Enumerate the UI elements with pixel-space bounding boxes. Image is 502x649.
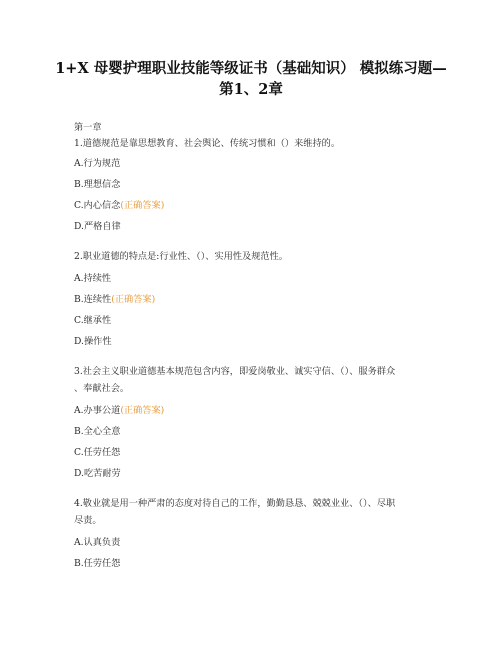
correct-answer-tag: (正确答案) bbox=[120, 405, 165, 416]
document-title-line-1: 1+X 母婴护理职业技能等级证书（基础知识） 模拟练习题— bbox=[55, 60, 447, 77]
question-4-option-a: A.认真负责 bbox=[74, 537, 121, 548]
question-1-option-c bbox=[74, 199, 164, 212]
correct-answer-tag: (正确答案) bbox=[111, 294, 156, 305]
question-1-option-a: A.行为规范 bbox=[74, 158, 121, 169]
document-title-line-2: 第1、2章 bbox=[219, 81, 283, 98]
question-2-option-c: C.继承性 bbox=[74, 315, 112, 326]
question-3-option-a bbox=[74, 404, 164, 417]
question-2-stem: 2.职业道德的特点是:行业性、（）、实用性及规范性。 bbox=[74, 251, 288, 262]
question-3-stem-cont: 、奉献社会。 bbox=[74, 383, 130, 394]
question-2-option-b bbox=[74, 293, 155, 306]
question-3-stem: 3.社会主义职业道德基本规范包含内容，即爱岗敬业、诚实守信、（）、服务群众 bbox=[74, 366, 396, 377]
question-3-option-d: D.吃苦耐劳 bbox=[74, 468, 121, 479]
question-2-option-a: A.持续性 bbox=[74, 273, 112, 284]
correct-answer-tag: (正确答案) bbox=[120, 200, 165, 211]
question-1-stem: 1.道德规范是靠思想教育、社会舆论、传统习惯和（）来维持的。 bbox=[74, 138, 341, 149]
question-2-option-d: D.操作性 bbox=[74, 336, 112, 347]
question-1-option-b: B.理想信念 bbox=[74, 179, 121, 190]
question-1-option-d: D.严格自律 bbox=[74, 221, 121, 232]
chapter-heading: 第一章 bbox=[74, 122, 102, 133]
option-text: C.内心信念 bbox=[74, 200, 121, 211]
question-4-stem: 4.敬业就是用一种严肃的态度对待自己的工作，勤勤恳恳、兢兢业业、（）、尽职 bbox=[74, 498, 396, 509]
question-3-option-c: C.任劳任怨 bbox=[74, 447, 121, 458]
question-3-option-b: B.全心全意 bbox=[74, 426, 121, 437]
option-text: A.办事公道 bbox=[74, 405, 121, 416]
question-4-option-b: B.任劳任怨 bbox=[74, 558, 121, 569]
question-4-stem-cont: 尽责。 bbox=[74, 515, 102, 526]
option-text: B.连续性 bbox=[74, 294, 112, 305]
